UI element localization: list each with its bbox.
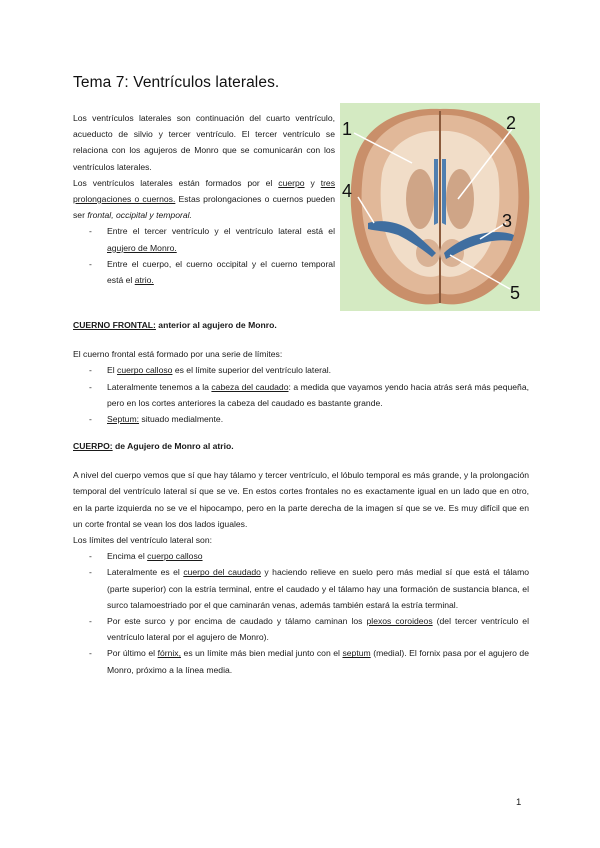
text-run: Lateralmente tenemos a la <box>107 381 212 392</box>
text-run: situado medialmente. <box>139 414 224 425</box>
term-atrio: atrio. <box>134 275 154 286</box>
list-item <box>73 564 529 613</box>
term-fornix: fórnix, <box>157 648 181 659</box>
list-item <box>73 379 529 411</box>
brain-section-figure <box>340 103 540 311</box>
frontal-list <box>73 362 529 427</box>
term-cuerpo-calloso: cuerpo calloso <box>117 365 173 376</box>
frontal-paragraph: El cuerno frontal está formado por una serie de límites: <box>73 349 283 360</box>
term-cuerpo: cuerpo <box>278 177 305 188</box>
frontal-horn-section <box>73 317 529 427</box>
list-item <box>73 411 529 427</box>
text-run: Encima el <box>107 551 148 562</box>
cuerpo-list <box>73 548 529 678</box>
list-item <box>73 548 529 564</box>
list-item <box>73 613 529 645</box>
text-run: y haciendo relieve en suelo pero más medial sí que está el tálamo (parte superior) con la estría terminal, entre el caudado y el tálamo hay una formación de sustancia blanca, el surco talamoestriado por el que caminarán venas, además también estará la estría terminal. <box>107 567 530 610</box>
term-cuerpo-calloso: cuerpo calloso <box>147 551 203 562</box>
body-section <box>73 438 529 678</box>
term-septum: Septum: <box>107 414 140 425</box>
brain-illustration <box>340 103 540 311</box>
heading-term: CUERNO FRONTAL: <box>73 320 156 330</box>
text-run: Entre el cuerpo, el cuerno occipital y el cuerno temporal está el <box>107 258 335 286</box>
text-run: es un límite más bien medial junto con el <box>181 648 343 659</box>
term-cuerpo-caudado: cuerpo del caudado <box>183 567 261 578</box>
text-run: Por último el <box>107 648 158 659</box>
text-run: (medial). El fornix pasa por el agujero de Monro, próximo a la línea media. <box>107 648 529 675</box>
figure-label-3: 3 <box>502 211 513 231</box>
figure-label-5: 5 <box>510 283 521 303</box>
text-run: El <box>107 365 118 376</box>
text-run: Los ventrículos laterales están formados por el <box>73 177 279 188</box>
term-septum: septum <box>342 648 371 659</box>
intro-paragraph-1: Los ventrículos laterales son continuación del cuarto ventrículo, acueducto de silvio y tercer ventrículo. El tercer ventrículo se relaciona con los agujeros de Monro que se comunicarán con los ventrículos laterales. <box>73 113 335 172</box>
term-agujero-monro: agujero de Monro. <box>107 242 177 253</box>
cuerpo-paragraph-2: Los límites del ventrículo lateral son: <box>73 535 212 546</box>
page-title: Tema 7: Ventrículos laterales. <box>73 74 280 91</box>
intro-list <box>73 223 335 288</box>
intro-section <box>73 110 335 288</box>
text-run: y <box>304 177 321 188</box>
list-item <box>73 645 529 677</box>
term-plexos-coroideos: plexos coroideos <box>366 616 433 627</box>
heading-text: anterior al agujero de Monro. <box>155 320 277 330</box>
list-item <box>73 223 335 255</box>
text-run: Por este surco y por encima de caudado y tálamo caminan los <box>107 616 367 627</box>
text-run: (del tercer ventrículo el ventrículo lateral por el agujero de Monro). <box>107 616 530 643</box>
text-run: Lateralmente es el <box>107 567 184 578</box>
text-run: : a medida que vayamos yendo hacia atrás será más pequeña, pero en los cortes anteriores la cabeza del caudado es bastante grande. <box>107 381 529 408</box>
text-run: Estas prolongaciones o cuernos pueden ser <box>73 194 335 221</box>
list-item <box>73 256 335 288</box>
term-cabeza-caudado: cabeza del caudado <box>211 381 289 392</box>
cuerpo-paragraph-1: A nivel del cuerpo vemos que sí que hay tálamo y tercer ventrículo, el lóbulo temporal es más grande, y la prolongación temporal del ventrículo lateral sí que se ve. En estos cortes frontales no es exactamente igual en un lado que en otro, en la parte izquierda no se ve el hipocampo, pero en la parte derecha de la imagen sí que se ve. Es muy difícil que en un corte frontal se vean los dos lados iguales. <box>73 470 529 529</box>
figure-label-2: 2 <box>506 113 517 133</box>
term-cuernos: frontal, occipital y temporal. <box>87 210 192 221</box>
page-number: 1 <box>516 797 522 808</box>
term-prolongaciones: tres prolongaciones o cuernos. <box>73 177 336 205</box>
text-run: es el límite superior del ventrículo lateral. <box>172 365 332 376</box>
section-heading-cuerpo <box>73 438 529 454</box>
list-item <box>73 362 529 378</box>
figure-label-4: 4 <box>342 181 353 201</box>
heading-term: CUERPO: <box>73 441 113 451</box>
section-heading-frontal <box>73 317 529 333</box>
text-run: Entre el tercer ventrículo y el ventrículo lateral está el <box>107 226 335 237</box>
heading-text: de Agujero de Monro al atrio. <box>112 441 234 451</box>
intro-paragraph-2 <box>73 175 335 224</box>
figure-label-1: 1 <box>342 119 353 139</box>
